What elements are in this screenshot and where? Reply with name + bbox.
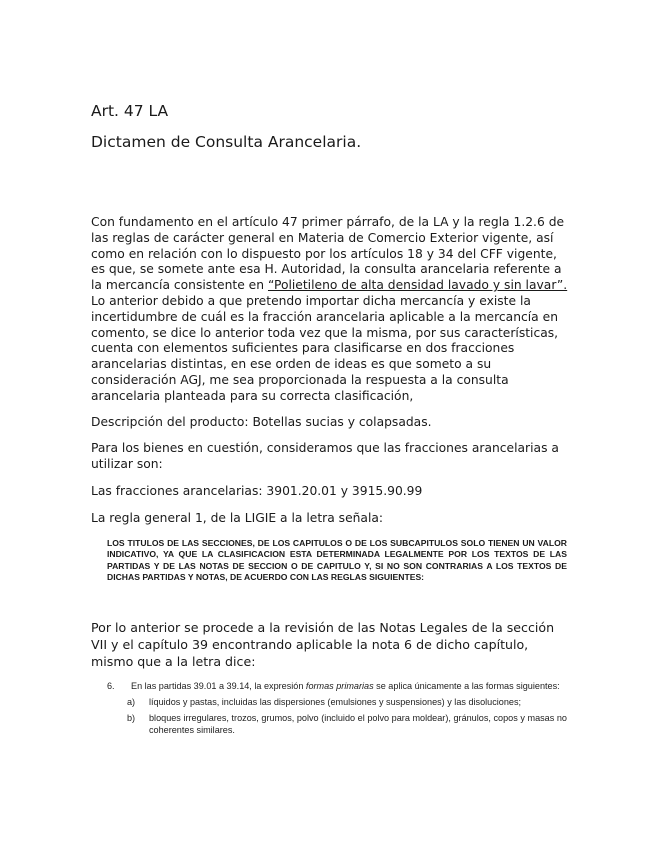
- list-item-text: bloques irregulares, trozos, grumos, polvo (incluido el polvo para moldear), gránulos, copos y masas no coherentes similares.: [149, 713, 567, 735]
- rule-intro: La regla general 1, de la LIGIE a la letra señala:: [91, 511, 384, 525]
- rule-quote: LOS TITULOS DE LAS SECCIONES, DE LOS CAPITULOS O DE LOS SUBCAPITULOS SOLO TIENEN UN VALOR INDICATIVO, YA QUE LA CLASIFICACION ESTA DETERMINADA LEGALMENTE POR LOS TEXTOS DE LAS PARTIDAS Y DE LAS NOTAS DE SECCION O DE CAPITULO Y, SI NO SON CONTRARIAS A LOS TEXTOS DE DICHAS PARTIDAS Y NOTAS, DE ACUERDO CON LAS REGLAS SIGUIENTES:: [107, 538, 567, 582]
- note-number: 6.: [107, 681, 115, 691]
- list-item-letter: b): [127, 713, 136, 723]
- list-item-text: líquidos y pastas, incluidas las dispersiones (emulsiones y suspensiones) y las disoluciones;: [149, 697, 522, 707]
- list-item: [107, 696, 567, 708]
- list-item-letter: a): [127, 697, 136, 707]
- document-title: Dictamen de Consulta Arancelaria.: [91, 133, 362, 151]
- product-description: Descripción del producto: Botellas sucias y colapsadas.: [91, 415, 432, 429]
- paragraph-fundamento-part-b: Lo anterior debido a que pretendo importar dicha mercancía y existe la incertidumbre de cuál es la fracción arancelaria aplicable a la mercancía en comento, se dice lo anterior toda vez que la misma, por sus características, cuenta con elementos suficientes para clasificarse en dos fracciones arancelarias distintas, en ese orden de ideas es que someto a su consideración AGJ, me sea proporcionada la respuesta a la consulta arancelaria planteada para su correcta clasificación,: [91, 293, 559, 403]
- list-item: [107, 712, 567, 736]
- tariff-fractions: Las fracciones arancelarias: 3901.20.01 y 3915.90.99: [91, 484, 423, 498]
- paragraph-fundamento: [91, 215, 569, 405]
- article-reference: Art. 47 LA: [91, 102, 169, 120]
- note-6-row: [107, 680, 567, 692]
- note-6-text: [131, 680, 567, 692]
- note-6-italic-term: formas primarias: [305, 681, 374, 691]
- note-6-block: [107, 680, 567, 740]
- paragraph-revision: Por lo anterior se procede a la revisión de las Notas Legales de la sección VII y el capítulo 39 encontrando aplicable la nota 6 de dicho capítulo, mismo que a la letra dice:: [91, 620, 555, 669]
- paragraph-bienes: Para los bienes en cuestión, consideramos que las fracciones arancelarias a utilizar son:: [91, 441, 559, 471]
- product-name-underlined: “Polietileno de alta densidad lavado y sin lavar”.: [267, 278, 568, 293]
- note-6-text-a: En las partidas 39.01 a 39.14, la expresión: [131, 681, 306, 691]
- note-6-text-b: se aplica únicamente a las formas siguientes:: [373, 681, 560, 691]
- paragraph-fundamento-part-a: Con fundamento en el artículo 47 primer párrafo, de la LA y la regla 1.2.6 de las reglas de carácter general en Materia de Comercio Exterior vigente, así como en relación con lo dispuesto por los artículos 18 y 34 del CFF vigente, es que, se somete ante esa H. Autoridad, la consulta arancelaria referente a la mercancía consistente en: [91, 215, 565, 293]
